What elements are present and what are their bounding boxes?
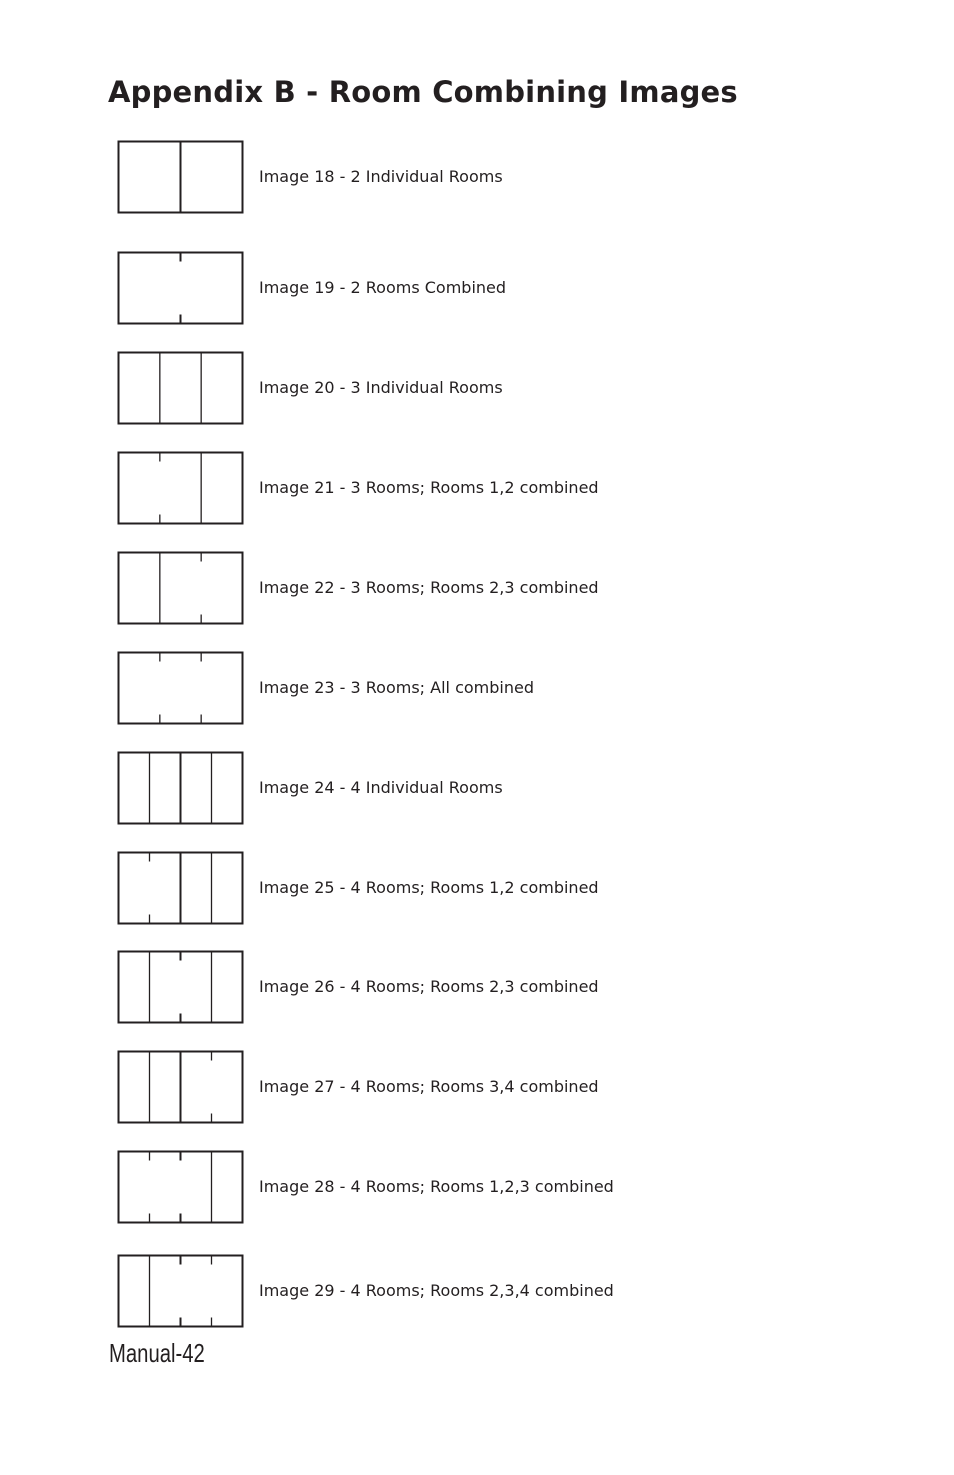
figure-row	[117, 140, 597, 214]
figure-caption: Image 24 - 4 Individual Rooms	[259, 778, 503, 797]
figure-row	[117, 451, 597, 525]
figure-caption: Image 21 - 3 Rooms; Rooms 1,2 combined	[259, 478, 599, 497]
figure-caption: Image 29 - 4 Rooms; Rooms 2,3,4 combined	[259, 1281, 614, 1300]
room-diagram	[117, 1050, 244, 1124]
figure-row	[117, 751, 597, 825]
figure-caption: Image 19 - 2 Rooms Combined	[259, 278, 507, 297]
figure-row	[117, 1050, 597, 1124]
figure-row	[117, 1254, 614, 1328]
figure-caption: Image 25 - 4 Rooms; Rooms 1,2 combined	[259, 878, 599, 897]
figure-caption: Image 23 - 3 Rooms; All combined	[259, 678, 534, 697]
figure-caption: Image 20 - 3 Individual Rooms	[259, 378, 503, 397]
room-diagram	[117, 451, 244, 525]
figure-caption: Image 27 - 4 Rooms; Rooms 3,4 combined	[259, 1077, 599, 1096]
room-outline	[119, 553, 243, 624]
room-outline	[119, 1256, 243, 1327]
room-outline	[119, 952, 243, 1023]
figure-caption: Image 26 - 4 Rooms; Rooms 2,3 combined	[259, 977, 599, 996]
room-diagram	[117, 851, 244, 925]
figure-row	[117, 651, 597, 725]
room-diagram	[117, 251, 244, 325]
figure-caption: Image 22 - 3 Rooms; Rooms 2,3 combined	[259, 578, 599, 597]
page-title: Appendix B - Room Combining Images	[108, 75, 738, 109]
room-diagram	[117, 551, 244, 625]
figure-row	[117, 851, 597, 925]
page-number: Manual-42	[109, 1338, 205, 1368]
room-diagram	[117, 1254, 244, 1328]
room-outline	[119, 1152, 243, 1223]
figure-row	[117, 950, 597, 1024]
room-outline	[119, 653, 243, 724]
room-diagram	[117, 751, 244, 825]
room-diagram	[117, 651, 244, 725]
room-outline	[119, 253, 243, 324]
figure-row	[117, 251, 597, 325]
figure-row	[117, 551, 597, 625]
room-diagram	[117, 351, 244, 425]
room-diagram	[117, 1150, 244, 1224]
room-outline	[119, 353, 243, 424]
figure-caption: Image 28 - 4 Rooms; Rooms 1,2,3 combined	[259, 1177, 614, 1196]
room-diagram	[117, 140, 244, 214]
room-diagram	[117, 950, 244, 1024]
figure-row	[117, 1150, 614, 1224]
room-outline	[119, 453, 243, 524]
figure-caption: Image 18 - 2 Individual Rooms	[259, 167, 503, 186]
figure-row	[117, 351, 597, 425]
